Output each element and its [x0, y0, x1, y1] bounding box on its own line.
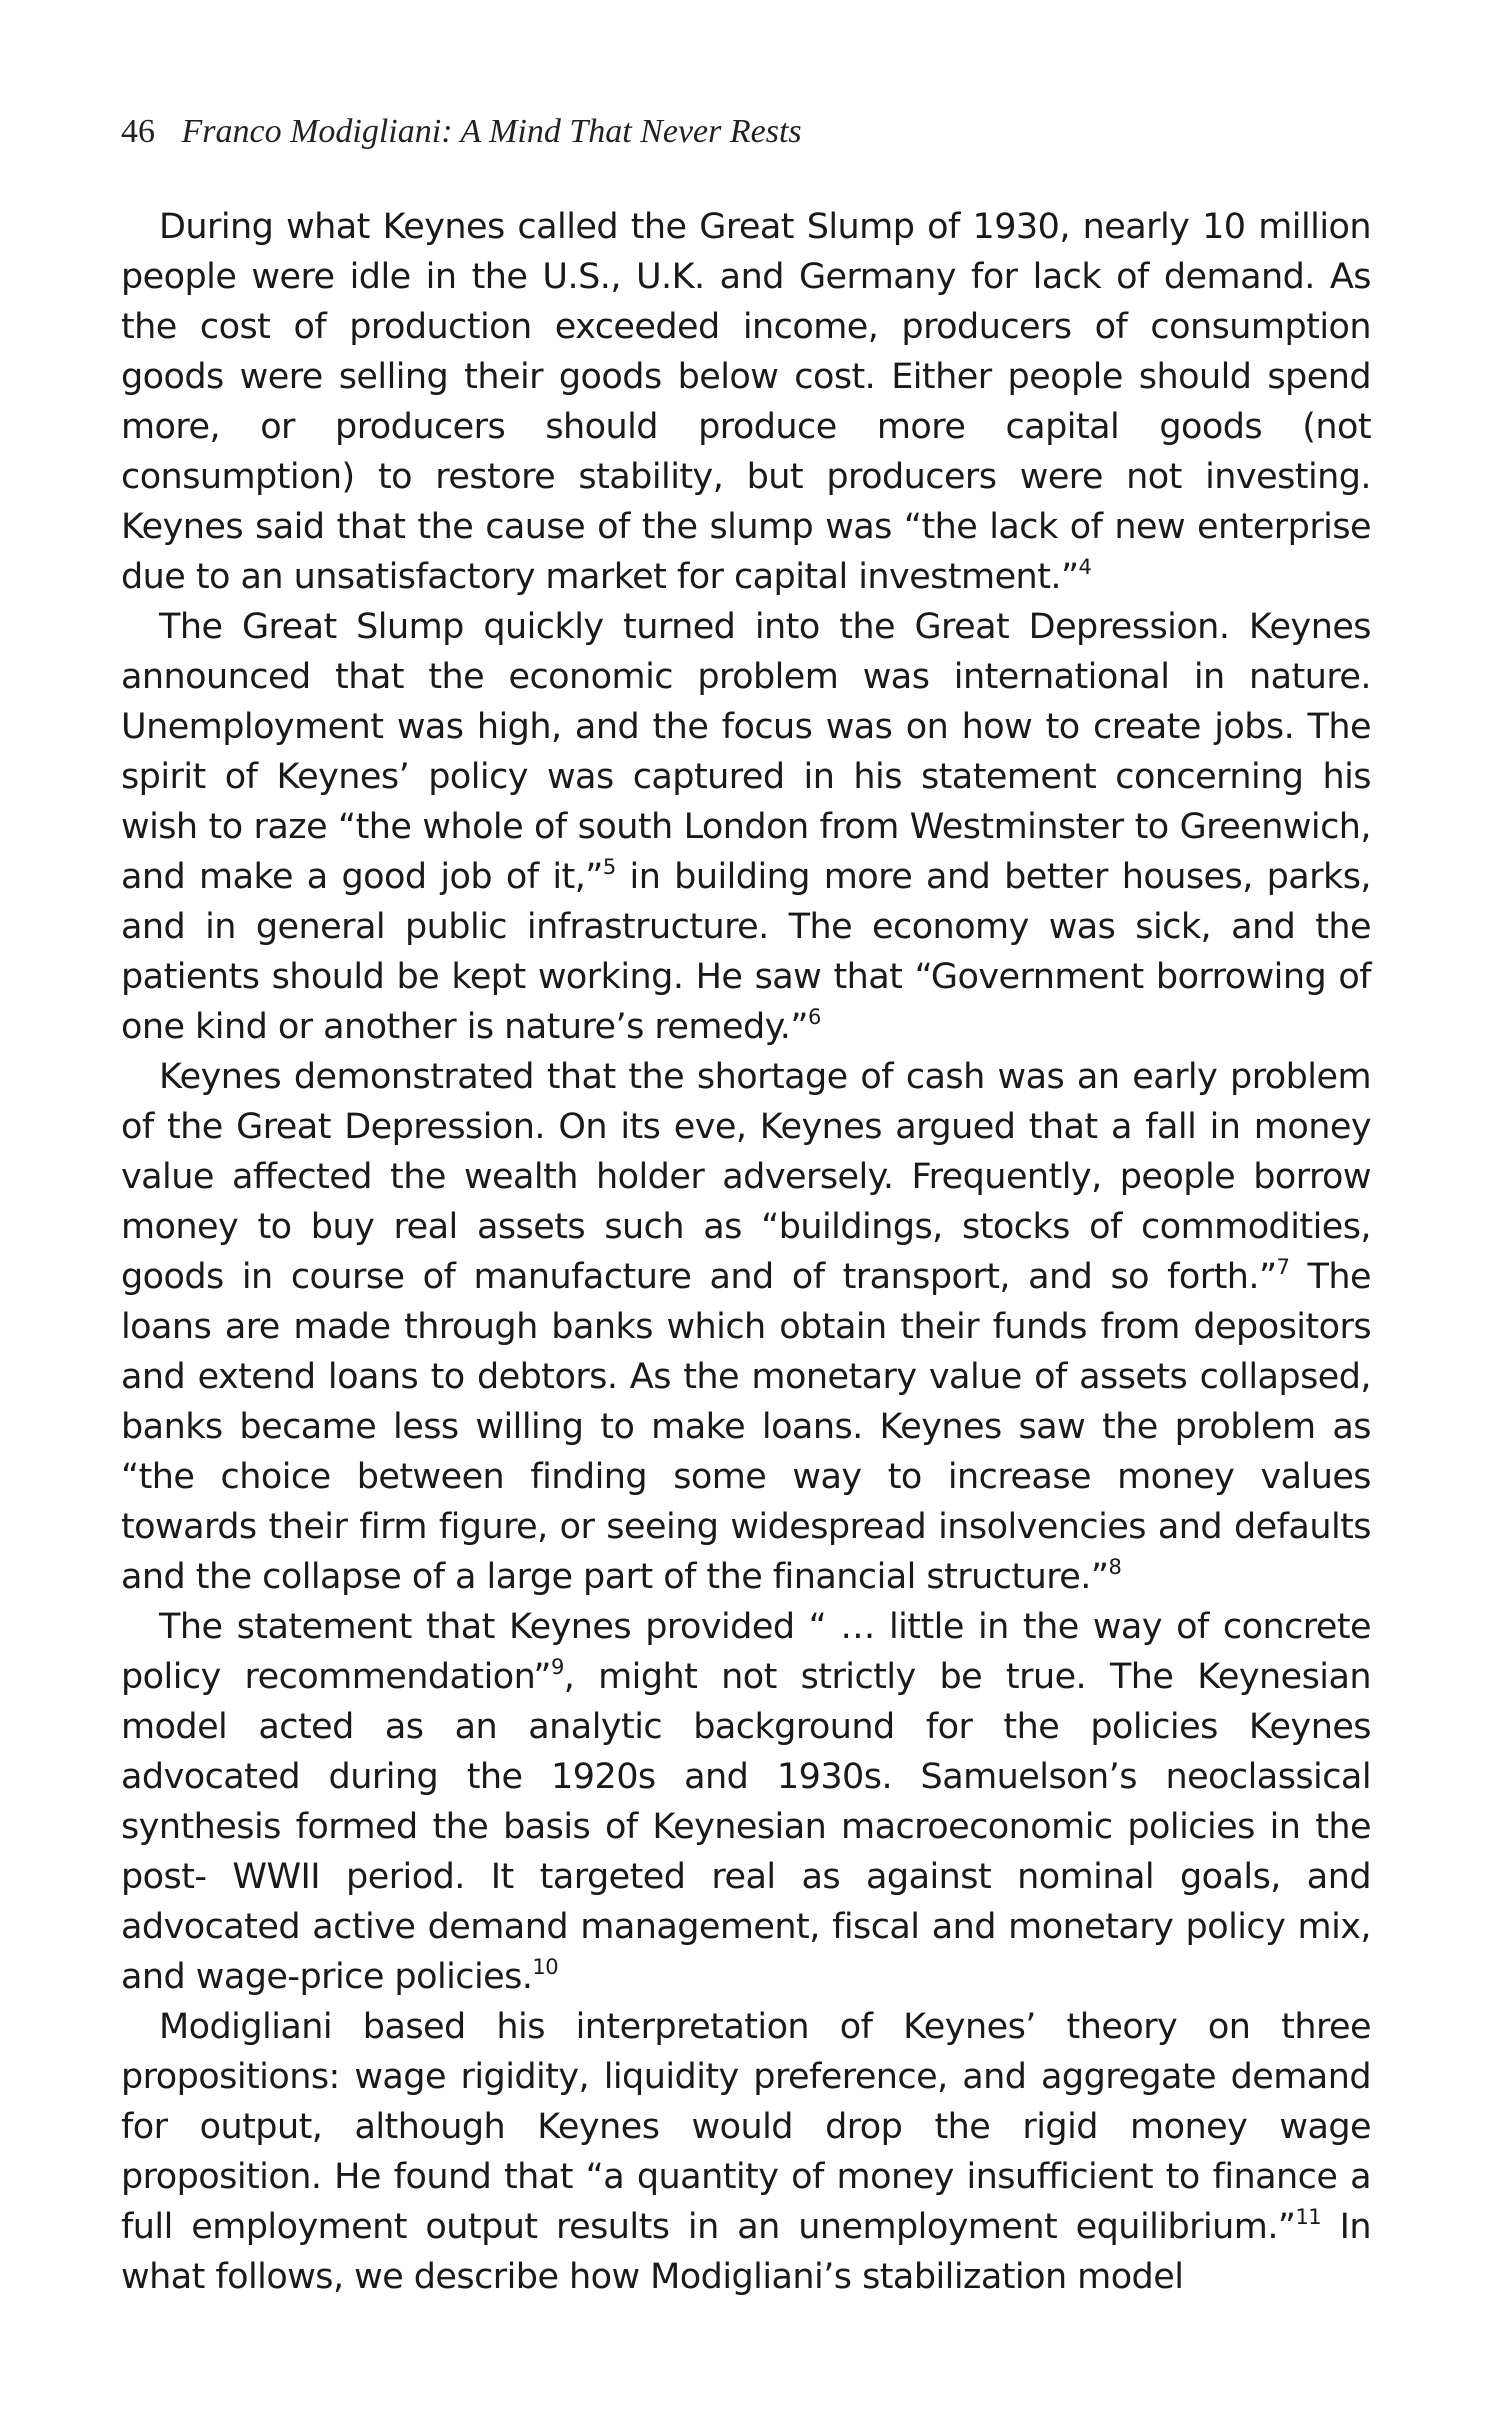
text-run: Modigliani based his interpretation of Keynes’ theory on three propositions: wage rigidity, liquidity preference, and aggregate demand for output, although Keynes would drop the rigid money wage proposition. He found that “a quantity of money insufficient to finance a full employment output results in an unemployment equilibrium.”: [121, 2007, 1371, 2247]
text-run: , might not strictly be true. The Keynesian model acted as an analytic background for the policies Keynes advocated during the 1920s and 1930s. Samuelson’s neoclassical synthesis formed the basis of Keynesian macroeconomic policies in the post- WWII period. It targeted real as against nominal goals, and advocated active demand management, fiscal and monetary policy mix, and wage-price policies.: [121, 1657, 1371, 1997]
footnote-ref-8: 8: [1108, 1555, 1122, 1579]
footnote-ref-10: 10: [532, 1955, 559, 1979]
footnote-ref-9: 9: [550, 1655, 564, 1679]
text-run: In what follows, we describe how Modigliani’s stabilization model: [121, 2207, 1371, 2297]
book-page: [121, 108, 1371, 2302]
running-head: [121, 108, 1371, 156]
footnote-ref-5: 5: [602, 855, 616, 879]
paragraph-4: [121, 1602, 1371, 2002]
footnote-ref-11: 11: [1295, 2205, 1322, 2229]
text-run: The loans are made through banks which obtain their funds from depositors and extend loans to debtors. As the monetary value of assets collapsed, banks became less willing to make loans. Keynes saw the problem as “the choice between finding some way to increase money values towards their firm figure, or seeing widespread insolvencies and defaults and the collapse of a large part of the financial structure.”: [121, 1257, 1371, 1597]
paragraph-5: [121, 2002, 1371, 2302]
book-title: Franco Modigliani: A Mind That Never Rests: [181, 113, 802, 150]
text-run: Keynes demonstrated that the shortage of cash was an early problem of the Great Depression. On its eve, Keynes argued that a fall in money value affected the wealth holder adversely. Frequently, people borrow money to buy real assets such as “buildings, stocks of commodities, goods in course of manufacture and of transport, and so forth.”: [121, 1057, 1371, 1297]
paragraph-3: [121, 1052, 1371, 1602]
footnote-ref-6: 6: [807, 1005, 821, 1029]
body-text: [121, 202, 1371, 2302]
paragraph-1: [121, 202, 1371, 602]
footnote-ref-7: 7: [1276, 1255, 1290, 1279]
paragraph-2: [121, 602, 1371, 1052]
text-run: During what Keynes called the Great Slump of 1930, nearly 10 million people were idle in the U.S., U.K. and Germany for lack of demand. As the cost of production exceeded income, producers of consumption goods were selling their goods below cost. Either people should spend more, or producers should produce more capital goods (not consumption) to restore stability, but producers were not investing. Keynes said that the cause of the slump was “the lack of new enterprise due to an unsatisfactory market for capital investment.”: [121, 207, 1371, 597]
text-run: in building more and better houses, parks, and in general public infrastructure. The economy was sick, and the patients should be kept working. He saw that “Government borrowing of one kind or another is nature’s remedy.”: [121, 857, 1371, 1047]
footnote-ref-4: 4: [1078, 555, 1092, 579]
text-run: The statement that Keynes provided “ … little in the way of concrete policy recommendation”: [121, 1607, 1371, 1697]
text-run: The Great Slump quickly turned into the Great Depression. Keynes announced that the economic problem was international in nature. Unemployment was high, and the focus was on how to create jobs. The spirit of Keynes’ policy was captured in his statement concerning his wish to raze “the whole of south London from Westminster to Greenwich, and make a good job of it,”: [121, 607, 1371, 897]
page-number: 46: [121, 113, 155, 150]
